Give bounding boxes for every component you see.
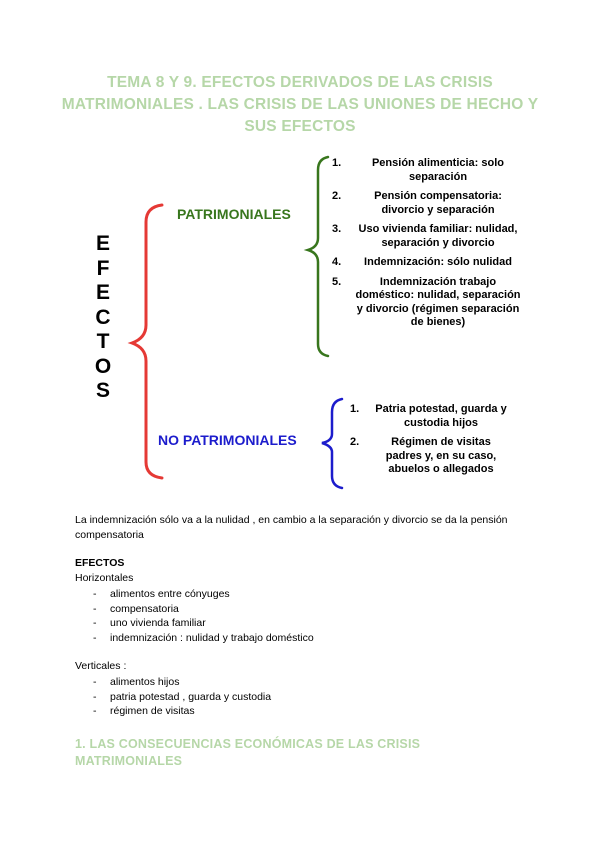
verticales-list [93, 675, 271, 719]
list-text: Pensión compensatoria: divorcio y separación [374, 190, 502, 216]
list-number: 2. [350, 436, 360, 448]
list-number: 1. [350, 403, 360, 415]
list-number: 4. [332, 256, 342, 268]
no-patrimoniales-list [350, 403, 510, 483]
list-item [93, 602, 314, 617]
list-text: Uso vivienda familiar: nulidad, separación y divorcio [358, 223, 518, 249]
horizontales-list [93, 587, 314, 645]
list-text: uno vivienda familiar [110, 617, 206, 629]
list-text: indemnización : nulidad y trabajo doméstico [110, 631, 314, 644]
list-text: Indemnización trabajo doméstico: nulidad, separación y divorcio (régimen separación de bienes) [355, 275, 521, 328]
list-text: Pensión alimenticia: solo separación [371, 157, 505, 183]
list-number: 1. [332, 157, 342, 169]
patrimoniales-brace [308, 157, 328, 356]
list-text: alimentos hijos [110, 676, 180, 688]
dash-marker: - [93, 631, 97, 644]
list-item [332, 276, 522, 330]
list-text: Patria potestad, guarda y custodia hijos [375, 403, 507, 429]
list-text: Régimen de visitas padres y, en su caso, abuelos o allegados [385, 436, 497, 475]
efectos-letter: F [96, 256, 110, 280]
verticales-label: Verticales : [75, 660, 127, 672]
efectos-letter: E [95, 281, 110, 304]
list-number: 2. [332, 190, 342, 202]
efectos-letter: C [95, 305, 111, 329]
efectos-letter: S [95, 379, 110, 402]
list-item [93, 631, 314, 646]
horizontales-label: Horizontales [75, 572, 134, 584]
list-item [350, 403, 510, 430]
patrimoniales-list [332, 157, 522, 336]
list-number: 5. [332, 275, 342, 288]
patrimoniales-label: PATRIMONIALES [177, 206, 291, 222]
efectos-letter: E [95, 232, 110, 255]
no-patrimoniales-label: NO PATRIMONIALES [158, 432, 297, 448]
dash-marker: - [93, 602, 97, 615]
dash-marker: - [93, 690, 97, 703]
list-number: 3. [332, 223, 342, 235]
list-text: patria potestad , guarda y custodia [110, 690, 272, 703]
list-text: compensatoria [110, 602, 179, 615]
list-item [93, 616, 314, 631]
list-text: alimentos entre cónyuges [110, 588, 230, 600]
list-item [332, 190, 522, 217]
document-title: TEMA 8 Y 9. EFECTOS DERIVADOS DE LAS CRISIS MATRIMONIALES . LAS CRISIS DE LAS UNIONES DE HECHO Y SUS EFECTOS [61, 74, 539, 135]
dash-marker: - [93, 617, 97, 629]
no-patrimoniales-brace [322, 399, 342, 488]
dash-marker: - [93, 676, 97, 688]
list-item [93, 704, 271, 719]
efectos-letter: O [94, 354, 112, 378]
indemnizacion-note: La indemnización sólo va a la nulidad , en cambio a la separación y divorcio se da la pensión compensatoria [75, 514, 508, 541]
list-item [93, 675, 271, 690]
section-title: 1. LAS CONSECUENCIAS ECONÓMICAS DE LAS CRISIS MATRIMONIALES [75, 737, 421, 768]
list-text: régimen de visitas [110, 705, 195, 717]
list-text: Indemnización: sólo nulidad [364, 256, 512, 268]
list-item [332, 157, 522, 184]
list-item [332, 223, 522, 250]
dash-marker: - [93, 588, 97, 600]
list-item [350, 436, 510, 477]
list-item [93, 690, 271, 705]
list-item [93, 587, 314, 602]
efectos-heading: EFECTOS [75, 557, 125, 569]
list-item [332, 256, 522, 270]
efectos-letter: T [96, 330, 110, 353]
dash-marker: - [93, 705, 97, 717]
